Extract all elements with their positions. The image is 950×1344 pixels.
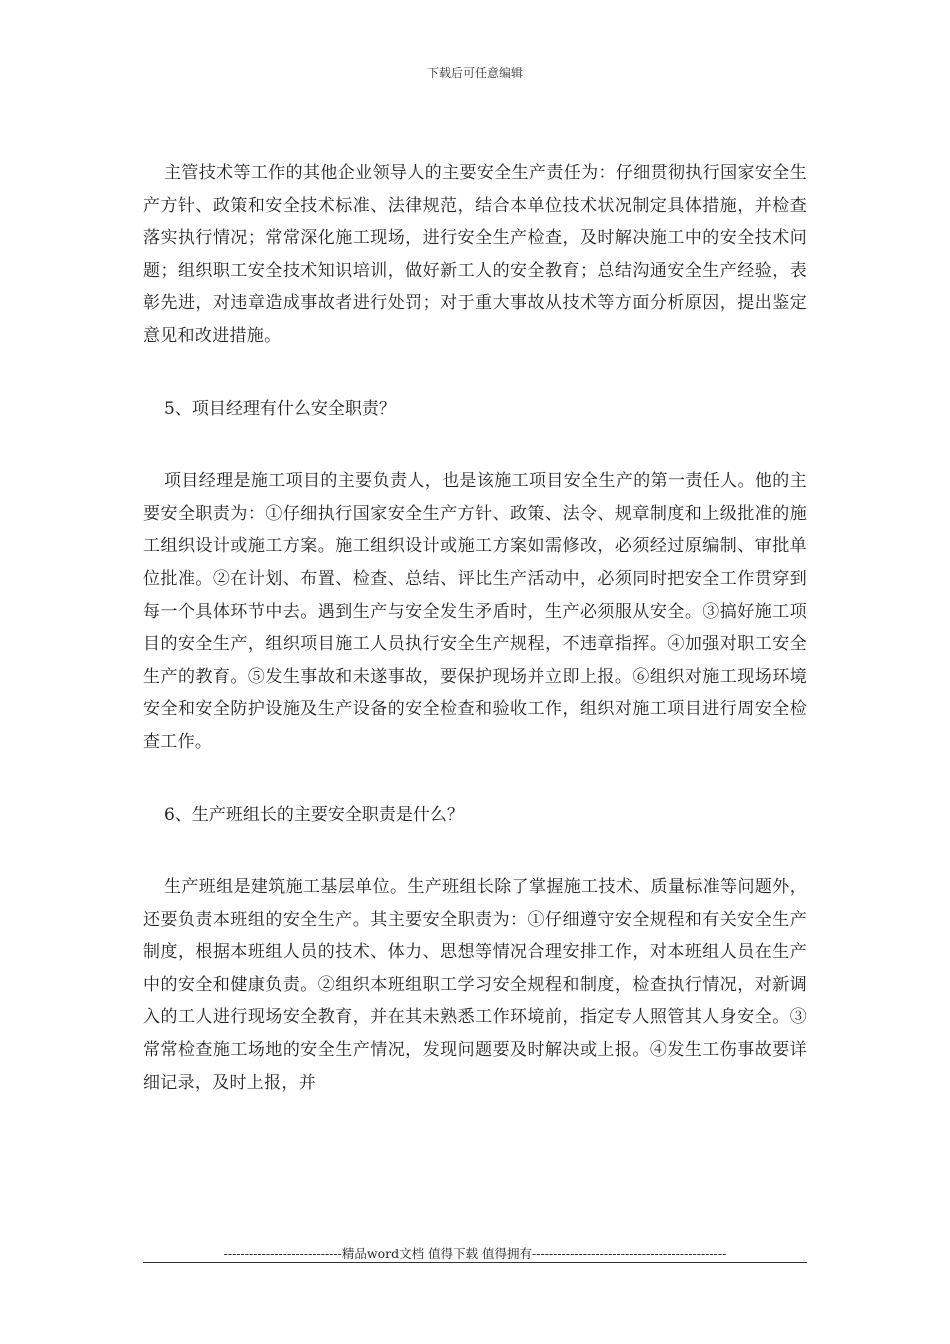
document-body <box>143 157 807 1099</box>
paragraph-spacer <box>143 831 807 871</box>
footer-divider-line <box>143 1262 807 1263</box>
question-6-heading: 6、生产班组长的主要安全职责是什么？ <box>164 804 464 825</box>
page-footer-text: ----------------------------精品word文档 值得下载 值得拥有---------------------------------------------- <box>223 1246 727 1261</box>
page-header-note: 下载后可任意编辑 <box>426 66 523 80</box>
paragraph-spacer <box>143 425 807 465</box>
answer-6-paragraph: 生产班组是建筑施工基层单位。生产班组长除了掌握施工技术、质量标准等问题外，还要负责本班组的安全生产。其主要安全职责为：①仔细遵守安全规程和有关安全生产制度，根据本班组人员的技术、体力、思想等情况合理安排工作，对本班组人员在生产中的安全和健康负责。②组织本班组职工学习安全规程和制度，检查执行情况，对新调入的工人进行现场安全教育，并在其未熟悉工作环境前，指定专人照管其人身安全。③常常检查施工场地的安全生产情况，发现问题要及时解决或上报。④发生工伤事故要详细记录，及时上报，并 <box>143 877 807 1093</box>
paragraph-intro: 主管技术等工作的其他企业领导人的主要安全生产责任为：仔细贯彻执行国家安全生产方针、政策和安全技术标准、法律规范，结合本单位技术状况制定具体措施，并检查落实执行情况；常常深化施工现场，进行安全生产检查，及时解决施工中的安全技术问题；组织职工安全技术知识培训，做好新工人的安全教育；总结沟通安全生产经验，表彰先进，对违章造成事故者进行处罚；对于重大事故从技术等方面分析原因，提出鉴定意见和改进措施。 <box>143 163 807 346</box>
question-5-heading: 5、项目经理有什么安全职责？ <box>164 398 396 419</box>
paragraph-spacer <box>143 353 807 393</box>
paragraph-spacer <box>143 759 807 799</box>
answer-5-paragraph: 项目经理是施工项目的主要负责人，也是该施工项目安全生产的第一责任人。他的主要安全职责为：①仔细执行国家安全生产方针、政策、法令、规章制度和上级批准的施工组织设计或施工方案。施工组织设计或施工方案如需修改，必须经过原编制、审批单位批准。②在计划、布置、检查、总结、评比生产活动中，必须同时把安全工作贯穿到每一个具体环节中去。遇到生产与安全发生矛盾时，生产必须服从安全。③搞好施工项目的安全生产，组织项目施工人员执行安全生产规程，不违章指挥。④加强对职工安全生产的教育。⑤发生事故和未遂事故，要保护现场并立即上报。⑥组织对施工现场环境安全和安全防护设施及生产设备的安全检查和验收工作，组织对施工项目进行周安全检查工作。 <box>143 471 807 752</box>
